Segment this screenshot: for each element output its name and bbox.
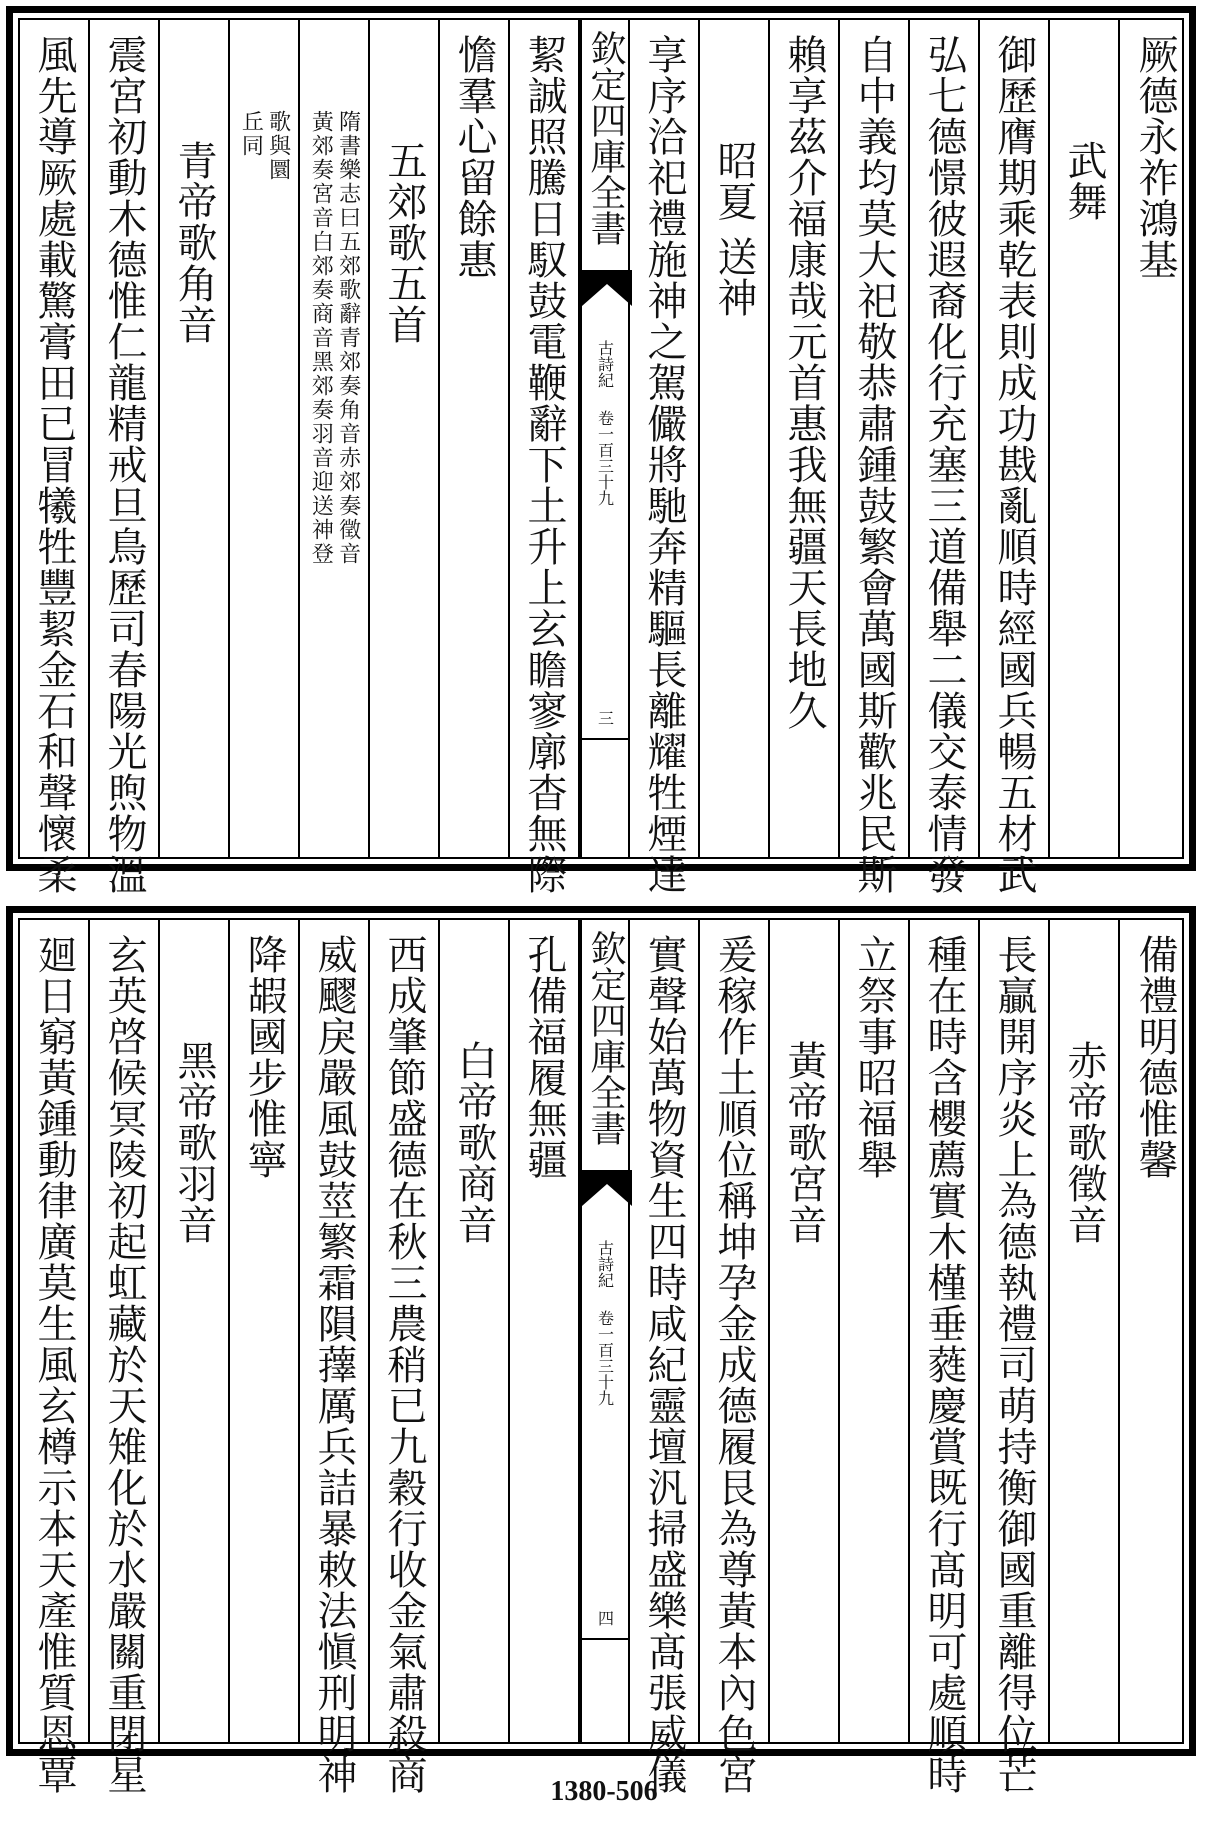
text-column: [700, 20, 770, 857]
text-column: [90, 20, 160, 895]
book-title: 欽定四庫全書: [585, 930, 626, 1146]
fold-line: [582, 1638, 628, 1640]
column-text: 實聲始萬物資生四時咸紀靈壇汎掃盛樂髙張威儀: [641, 934, 687, 1795]
column-text: 玄英啓候冥陵初起虹藏於天雉化於水嚴關重閉星: [101, 934, 147, 1795]
column-text: 威飂戾嚴風鼓莖繁霜隕蘀厲兵詰暴敕法愼刑明神: [311, 934, 357, 1795]
text-column: [770, 920, 840, 1742]
text-column: [370, 20, 440, 857]
column-text: 自中義均莫大祀敬恭肅鍾鼓繁會萬國斯歡兆民斯: [851, 34, 897, 895]
text-column: [910, 920, 980, 1795]
text-column: [1120, 920, 1190, 1742]
text-column: [300, 920, 370, 1795]
text-column: [230, 20, 300, 857]
column-text: 賴享茲介福康哉元首惠我無疆天長地久: [781, 34, 827, 731]
column-text: 弘七德憬彼遐裔化行充塞三道備舉二儀交泰情發: [921, 34, 967, 895]
column-text: 黃帝歌宮音: [781, 1040, 827, 1245]
column-text: 風先導厥處載驚膏田已冒犧牲豐絜金石和聲懷柔: [31, 34, 77, 895]
column-text: 五郊歌五首: [381, 140, 427, 345]
top-page: [6, 6, 1196, 895]
text-column: [160, 20, 230, 857]
text-column: [160, 920, 230, 1742]
text-column: [20, 920, 90, 1795]
column-text: 憺羣心留餘惠: [451, 34, 497, 280]
column-text: 赤帝歌徵音: [1061, 1040, 1107, 1245]
column-text: 青帝歌角音: [171, 140, 217, 345]
text-column: [700, 920, 770, 1795]
text-column: [370, 920, 440, 1795]
column-text: 震宮初動木德惟仁龍精戒旦鳥歷司春陽光煦物溫: [101, 34, 147, 895]
column-text: 享序洽祀禮施神之駕儼將馳奔精驅長離耀牲煙達: [641, 34, 687, 895]
text-column: [20, 20, 90, 895]
column-text: 白帝歌商音: [451, 1040, 497, 1245]
book-name: 古詩紀: [595, 340, 615, 388]
fishtail-mark: [582, 270, 632, 306]
book-name: 古詩紀: [595, 1240, 615, 1288]
page-number: 三: [595, 710, 615, 726]
column-text: 備禮明德惟馨: [1132, 934, 1178, 1180]
text-column: [840, 20, 910, 895]
text-column: [300, 20, 370, 857]
text-column: [90, 920, 160, 1795]
column-text: 長贏開序炎上為德執禮司萌持衡御國重離得位芒: [991, 934, 1037, 1795]
text-column: [1120, 20, 1190, 857]
column-text: 武舞: [1061, 140, 1107, 222]
book-title: 欽定四庫全書: [585, 30, 626, 246]
column-text: 御歷膺期乘乾表則成功戡亂順時經國兵暢五材武: [991, 34, 1037, 895]
column-text: 爰稼作土順位稱坤孕金成德履艮為尊黃本內色宮: [711, 934, 757, 1795]
column-text: 西成肇節盛德在秋三農稍已九穀行收金氣肅殺商: [381, 934, 427, 1795]
text-column: [910, 20, 980, 895]
note-text: 隋書樂志曰五郊歌辭青郊奏角音赤郊奏徵音: [335, 110, 361, 566]
text-column: [440, 20, 510, 857]
fishtail-mark: [582, 1170, 632, 1206]
text-column: [980, 20, 1050, 895]
column-text: 孔備福履無疆: [521, 934, 567, 1180]
column-text: 立祭事昭福舉: [851, 934, 897, 1180]
text-column: [980, 920, 1050, 1795]
column-text: 種在時含櫻薦實木槿垂蕤慶賞既行髙明可處順時: [921, 934, 967, 1795]
text-column: [510, 920, 580, 1742]
text-column: [440, 920, 510, 1742]
page-footer-number: 1380-506: [550, 1776, 658, 1807]
text-column: [230, 920, 300, 1742]
text-column: [630, 920, 700, 1795]
column-text: 降嘏國步惟寧: [241, 934, 287, 1180]
volume-label: 卷一百三十九: [595, 1310, 615, 1406]
center-fold: [580, 20, 630, 857]
volume-label: 卷一百三十九: [595, 410, 615, 506]
fold-line: [582, 738, 628, 740]
text-column: [1050, 20, 1120, 857]
column-text: 絜誠照騰日馭鼓電鞭辭下土升上玄瞻寥廓杳無際: [521, 34, 567, 895]
center-fold: [580, 920, 630, 1742]
text-column: [770, 20, 840, 857]
note-text: 歌與圜: [265, 110, 291, 182]
column-text: 黑帝歌羽音: [171, 1040, 217, 1245]
text-column: [1050, 920, 1120, 1742]
note-text: 黃郊奏宮音白郊奏商音黑郊奏羽音迎送神登: [308, 110, 334, 566]
text-column: [630, 20, 700, 895]
text-column: [840, 920, 910, 1742]
column-text: 厥德永祚鴻基: [1132, 34, 1178, 280]
top-page-frame: [18, 18, 1184, 895]
page-number: 四: [595, 1610, 615, 1626]
column-text: 昭夏 送神: [711, 140, 757, 318]
column-text: 廻日窮黃鍾動律廣莫生風玄樽示本天產惟質恩覃: [31, 934, 77, 1795]
note-text: 丘同: [238, 110, 264, 158]
text-column: [510, 20, 580, 895]
